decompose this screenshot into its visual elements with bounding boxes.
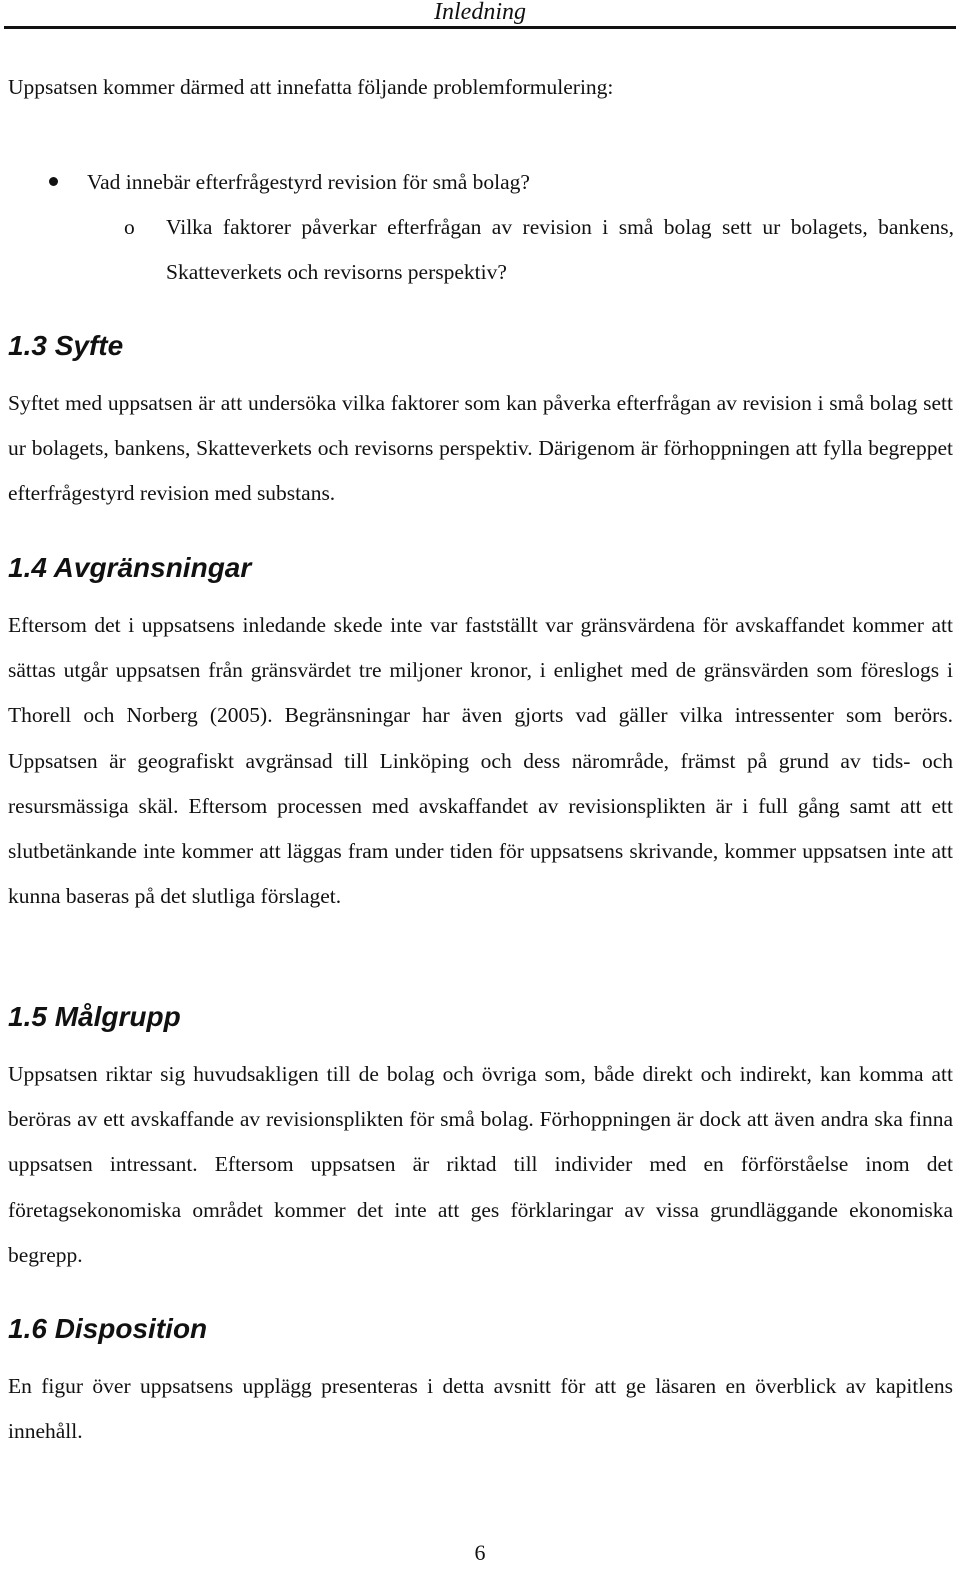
bullet-dot-icon — [49, 177, 58, 186]
intro-paragraph: Uppsatsen kommer därmed att innefatta följande problemformulering: — [8, 75, 614, 99]
paragraph-malgrupp: Uppsatsen riktar sig huvudsakligen till de bolag och övriga som, både direkt och indirekt, kan komma att beröras av ett avskaffande av revisionsplikten för små bolag. Förhoppningen är dock att även andra ska finna uppsatsen intressant. Eftersom uppsatsen är riktad till individer med en förförståelse inom det företagsekonomiska området kommer det inte att ges förklaringar av vissa grundläggande ekonomiska begrepp. — [8, 1062, 953, 1267]
sub-bullet-marker: o — [124, 215, 135, 239]
heading-malgrupp: 1.5 Målgrupp — [8, 1001, 181, 1032]
heading-avgransningar: 1.4 Avgränsningar — [8, 552, 252, 583]
paragraph-avgransningar: Eftersom det i uppsatsens inledande skede inte var fastställt var gränsvärdena för avskaffandet kommer att sättas utgår uppsatsen från gränsvärdet tre miljoner kronor, i enlighet med de gränsvärden som föreslogs i Thorell och Norberg (2005). Begränsningar har även gjorts vad gäller vilka intressenter som berörs. Uppsatsen är geografiskt avgränsad till Linköping och dess närområde, främst på grund av tids- och resursmässiga skäl. Eftersom processen med avskaffandet av revisionsplikten är i full gång samt att ett slutbetänkande inte kommer att läggas fram under tiden för uppsatsens skrivande, kommer uppsatsen inte att kunna baseras på det slutliga förslaget. — [8, 613, 953, 909]
header-rule — [4, 26, 956, 29]
heading-syfte: 1.3 Syfte — [8, 330, 124, 361]
heading-disposition: 1.6 Disposition — [8, 1313, 208, 1344]
paragraph-syfte: Syftet med uppsatsen är att undersöka vilka faktorer som kan påverka efterfrågan av revision i små bolag sett ur bolagets, bankens, Skatteverkets och revisorns perspektiv. Därigenom är förhoppningen att fylla begreppet efterfrågestyrd revision med substans. — [8, 391, 953, 506]
problem-main-question: Vad innebär efterfrågestyrd revision för små bolag? — [87, 170, 530, 194]
running-header: Inledning — [434, 0, 526, 25]
paragraph-disposition: En figur över uppsatsens upplägg presenteras i detta avsnitt för att ge läsaren en överblick av kapitlens innehåll. — [8, 1374, 953, 1444]
problem-sub-question: Vilka faktorer påverkar efterfrågan av revision i små bolag sett ur bolagets, bankens, Skatteverkets och revisorns perspektiv? — [166, 215, 954, 285]
page-number: 6 — [474, 1540, 486, 1565]
